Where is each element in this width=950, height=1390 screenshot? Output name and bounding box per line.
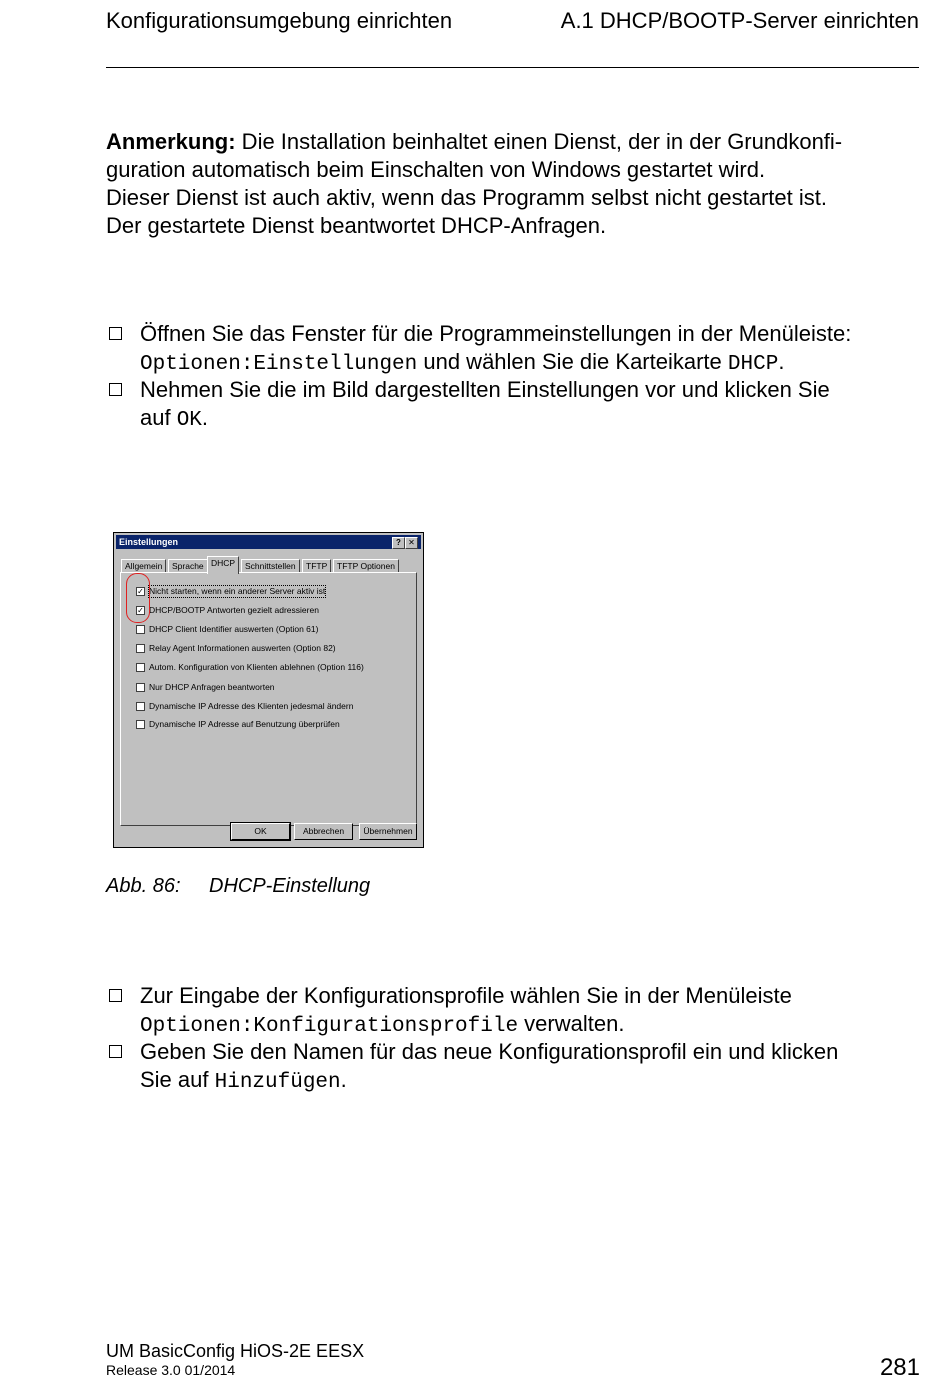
tab-tftp-optionen[interactable]: TFTP Optionen — [333, 559, 399, 573]
header-chapter: Konfigurationsumgebung einrichten — [106, 8, 453, 33]
option-label: Autom. Konfiguration von Klienten ablehnen (Option 116) — [149, 662, 364, 672]
step-text: Geben Sie den Namen für das neue Konfigurationsprofil ein und klicken — [140, 1039, 839, 1064]
option-label: Relay Agent Informationen auswerten (Option 82) — [149, 643, 336, 653]
step-text: Sie auf — [140, 1067, 215, 1092]
step-checkbox-icon — [109, 327, 122, 340]
tab-schnittstellen[interactable]: Schnittstellen — [241, 559, 300, 573]
checkbox-checked[interactable]: ✓ — [137, 587, 144, 596]
footer-release: Release 3.0 01/2014 — [106, 1362, 236, 1378]
step-open-profiles — [106, 982, 921, 1038]
checkbox-unchecked[interactable] — [136, 644, 145, 653]
step-apply-settings — [106, 376, 921, 432]
dhcp-tab-panel — [120, 572, 417, 826]
menu-path: Optionen:Konfigurationsprofile — [140, 1015, 519, 1038]
note-label: Anmerkung: — [106, 129, 236, 154]
note-line-1: Die Installation beinhaltet einen Dienst, der in der Grundkonfi- — [235, 129, 843, 154]
step-text: Öffnen Sie das Fenster für die Programmeinstellungen in der Menüleiste: — [140, 321, 852, 346]
page-number: 281 — [879, 1354, 920, 1381]
settings-dialog-screenshot — [113, 532, 424, 848]
note-paragraph — [106, 128, 921, 240]
caption-number: Abb. 86: — [106, 875, 181, 897]
step-text: . — [340, 1067, 347, 1092]
tab-dhcp[interactable]: DHCP — [207, 556, 239, 574]
tab-tftp[interactable]: TFTP — [302, 559, 331, 573]
caption-text: DHCP-Einstellung — [209, 875, 371, 897]
step-text: auf — [140, 405, 177, 430]
tab-allgemein[interactable]: Allgemein — [121, 559, 166, 573]
note-line-4: Der gestartete Dienst beantwortet DHCP-Anfragen. — [106, 213, 607, 238]
step-checkbox-icon — [109, 989, 122, 1002]
step-text: . — [778, 349, 785, 374]
tab-sprache[interactable]: Sprache — [168, 559, 208, 573]
option-label: Nur DHCP Anfragen beantworten — [149, 682, 275, 692]
option-label: Dynamische IP Adresse des Klienten jedesmal ändern — [149, 701, 354, 711]
checkbox-unchecked[interactable] — [136, 702, 145, 711]
option-label: Dynamische IP Adresse auf Benutzung überprüfen — [149, 719, 340, 729]
checkbox-unchecked[interactable] — [136, 663, 145, 672]
checkbox-unchecked[interactable] — [136, 683, 145, 692]
button-name: Hinzufügen — [214, 1071, 341, 1094]
tab-name: DHCP — [727, 353, 779, 376]
step-text: . — [201, 405, 209, 430]
checkbox-unchecked[interactable] — [136, 625, 145, 634]
button-name: OK — [176, 409, 202, 432]
note-line-2: guration automatisch beim Einschalten von Windows gestartet wird. — [106, 157, 766, 182]
step-text: verwalten. — [518, 1011, 625, 1036]
menu-path: Optionen:Einstellungen — [140, 353, 418, 376]
header-section: A.1 DHCP/BOOTP-Server einrichten — [560, 8, 919, 33]
step-add-profile — [106, 1038, 921, 1094]
step-text: Nehmen Sie die im Bild dargestellten Einstellungen vor und klicken Sie — [140, 377, 830, 402]
step-text: Zur Eingabe der Konfigurationsprofile wählen Sie in der Menüleiste — [140, 983, 792, 1008]
cancel-button[interactable]: Abbrechen — [294, 823, 353, 840]
option-label: DHCP/BOOTP Antworten gezielt adressieren — [149, 605, 319, 615]
footer-title: UM BasicConfig HiOS-2E EESX — [106, 1341, 365, 1361]
apply-button[interactable]: Übernehmen — [359, 823, 417, 840]
figure-caption — [106, 873, 370, 899]
note-line-3: Dieser Dienst ist auch aktiv, wenn das Programm selbst nicht gestartet ist. — [106, 185, 827, 210]
dialog-title: Einstellungen — [119, 537, 179, 547]
option-label: DHCP Client Identifier auswerten (Option 61) — [149, 624, 319, 634]
highlight-marker — [126, 573, 150, 623]
help-icon[interactable]: ? — [392, 537, 405, 549]
step-checkbox-icon — [109, 383, 122, 396]
ok-button[interactable]: OK — [231, 823, 290, 840]
step-checkbox-icon — [109, 1045, 122, 1058]
close-icon[interactable]: ✕ — [405, 537, 418, 549]
option-label: Nicht starten, wenn ein anderer Server aktiv ist — [149, 586, 326, 596]
step-open-settings — [106, 320, 921, 376]
checkbox-checked[interactable]: ✓ — [137, 606, 144, 615]
dialog-titlebar — [116, 535, 421, 549]
header-rule — [106, 67, 919, 68]
step-text: und wählen Sie die Karteikarte — [417, 349, 728, 374]
checkbox-unchecked[interactable] — [136, 720, 145, 729]
